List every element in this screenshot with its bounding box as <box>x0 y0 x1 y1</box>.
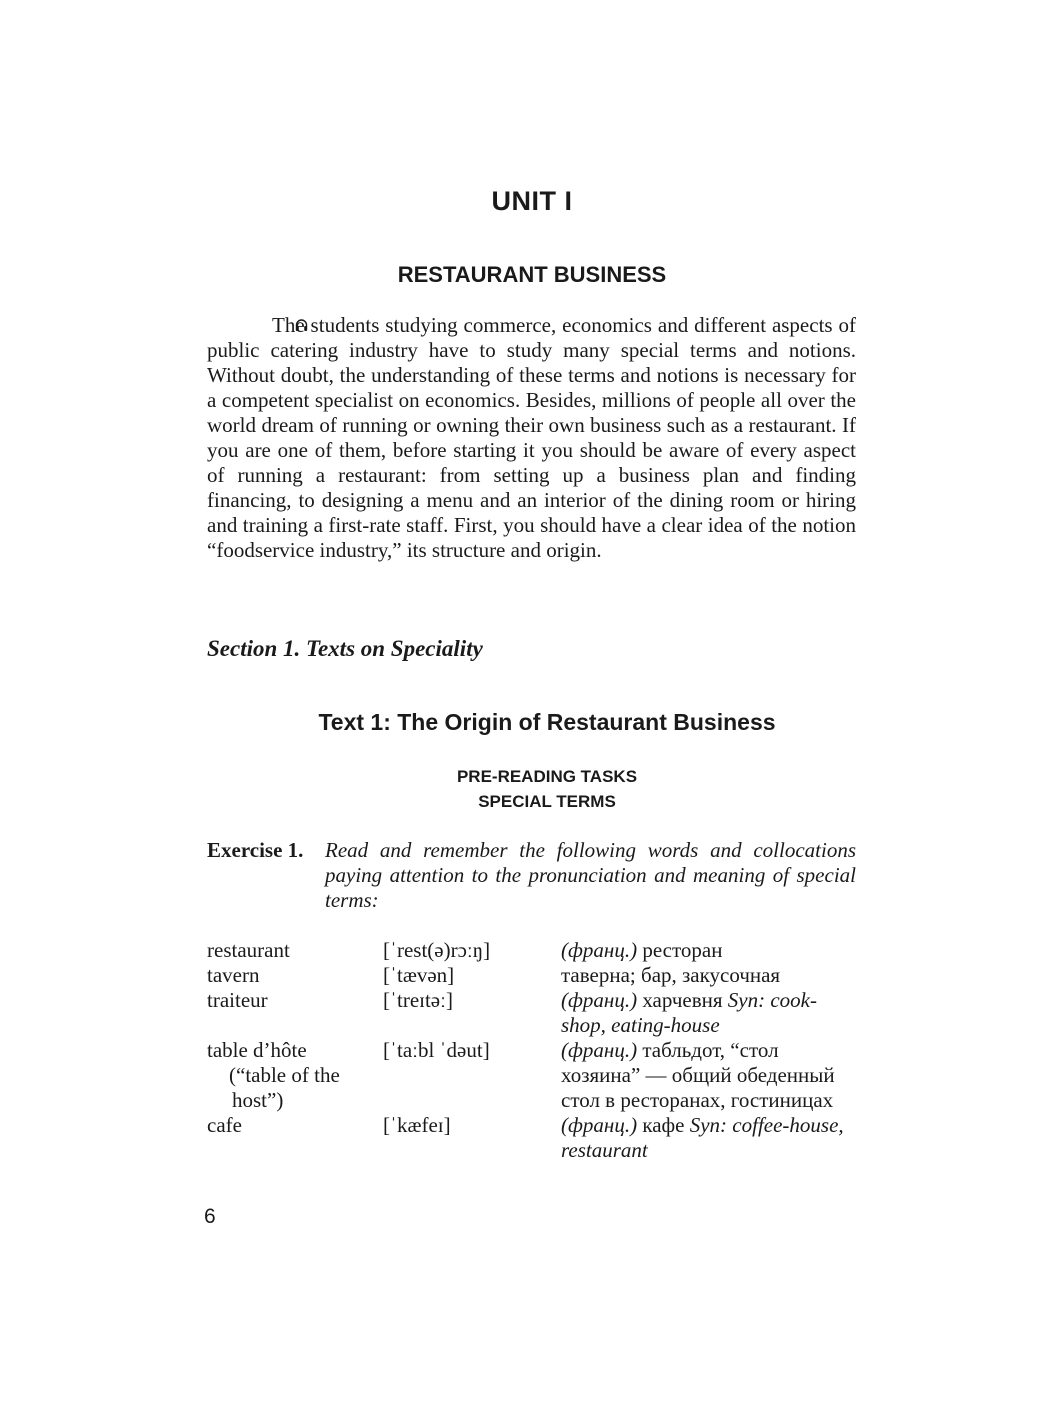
term-row <box>207 938 867 963</box>
special-terms-label: SPECIAL TERMS <box>478 792 616 811</box>
term-pronunciation: [ˈtaːbl ˈdəut] <box>383 1038 490 1062</box>
prereading-tasks-label: PRE-READING TASKS <box>456 767 638 786</box>
exercise-label: Exercise 1. <box>207 838 304 862</box>
page-number: 6 <box>204 1205 216 1228</box>
term-translation: таверна; бар, закусочная <box>561 963 781 987</box>
exercise-instruction <box>207 838 856 913</box>
term-row <box>207 1038 867 1113</box>
term-word: tavern <box>207 963 260 987</box>
term-translation: (франц.) табльдот, “стол хозяина” — общий обеденный стол в ресторанах, гостиницах <box>561 1038 835 1112</box>
terms-list <box>207 938 867 1163</box>
prereading-heading <box>0 764 1064 814</box>
section-heading: Section 1. Texts on Speciality <box>207 636 483 661</box>
term-word: table d’hôte (“table of the host”) <box>207 1038 340 1112</box>
term-pronunciation: [ˈkæfeɪ] <box>383 1113 451 1137</box>
term-translation: (франц.) харчевня Syn: cook-shop, eating-house <box>561 988 817 1037</box>
term-word: traiteur <box>207 988 268 1012</box>
term-word: cafe <box>207 1113 242 1137</box>
term-pronunciation: [ˈrest(ə)rɔːŋ] <box>383 938 491 962</box>
unit-title: UNIT I <box>491 186 573 216</box>
intro-text: The students studying commerce, economics and different aspects of public catering industry have to study many special terms and notions. Without doubt, the understanding of these terms and notions is necessary for a competent specialist on economics. Besides, millions of people all over the world dream of running or owning their own business such as a restaurant. If you are one of them, before starting it you should be aware of every aspect of running a restaurant: from setting up a business plan and finding financing, to designing a menu and an interior of the dining room or hiring and training a first-rate staff. First, you should have a clear idea of the notion “foodservice industry,” its structure and origin. <box>207 313 856 562</box>
exercise-text: Read and remember the following words and collocations paying attention to the pronunciation and meaning of special terms: <box>325 838 856 912</box>
term-row <box>207 963 867 988</box>
chapter-title: RESTAURANT BUSINESS <box>397 262 667 287</box>
term-row <box>207 1113 867 1163</box>
term-translation: (франц.) кафе Syn: coffee-house, restaurant <box>561 1113 844 1162</box>
intro-paragraph <box>207 313 856 563</box>
term-word: restaurant <box>207 938 290 962</box>
text-heading: Text 1: The Origin of Restaurant Business <box>318 709 776 735</box>
term-translation: (франц.) ресторан <box>561 938 723 962</box>
term-pronunciation: [ˈtreɪtəː] <box>383 988 453 1012</box>
term-row <box>207 988 867 1038</box>
headphones-icon <box>251 313 264 326</box>
term-pronunciation: [ˈtævən] <box>383 963 455 987</box>
